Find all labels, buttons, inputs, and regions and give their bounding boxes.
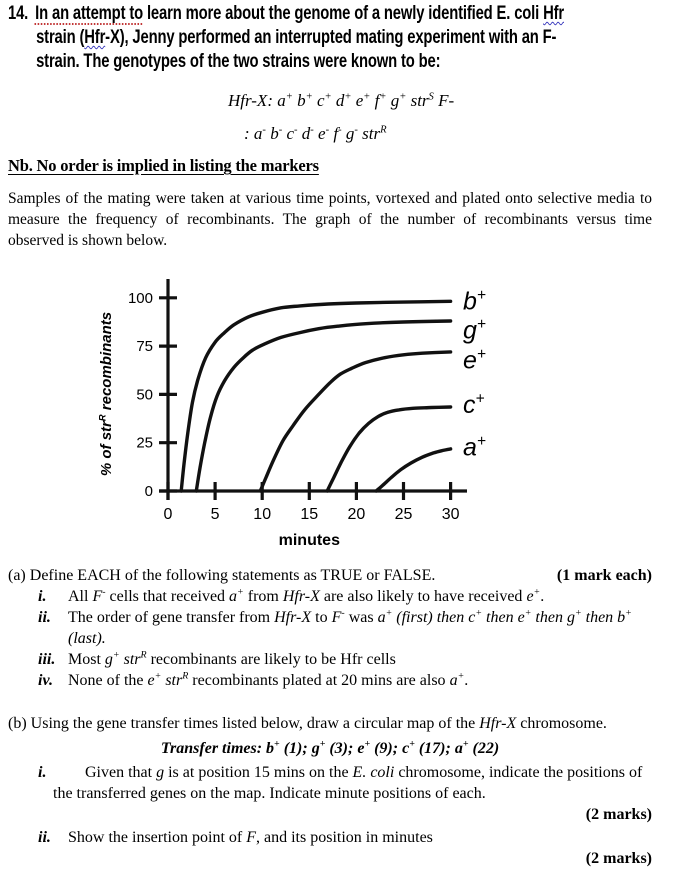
question-a-header [8, 565, 652, 586]
svg-text:% of strR recombinants: % of str$^R$ recombinants [97, 311, 115, 477]
question-b-item-i [38, 762, 652, 804]
statement-ii [38, 607, 652, 649]
statement-ii-numeral: ii. [38, 609, 51, 626]
question-b-label: (b) [8, 715, 27, 732]
statement-iii-numeral: iii. [38, 651, 56, 668]
question-b-item-ii [38, 827, 652, 848]
statement-iv-numeral: iv. [38, 672, 53, 689]
question-b-item-ii-numeral: ii. [38, 829, 51, 846]
statement-iv [38, 670, 652, 691]
f-minus-genotype: : a- b- c- d- e- f- g- str$^R$ [244, 124, 387, 143]
question-b-item-i-text: Given that g is at position 15 mins on the E. coli chromosome, indicate the positions of the transferred genes on the map. Indicate minute positions of each. [53, 764, 643, 802]
nb-note: Nb. No order is implied in listing the markers [8, 156, 319, 175]
question-b-item-i-marks: (2 marks) [585, 806, 652, 823]
question-b-item-ii-text: Show the insertion point of F, and its position in minutes [68, 829, 433, 846]
svg-text:25: 25 [136, 434, 153, 452]
question-b-item-ii-marks: (2 marks) [585, 850, 652, 867]
question-b-text: (b) Using the gene transfer times listed below, draw a circular map of the Hfr-X chromosome. [8, 715, 607, 732]
question-number: 14. [8, 3, 29, 24]
statement-i-numeral: i. [38, 588, 47, 605]
svg-text:a+: a+ [463, 433, 486, 462]
svg-text:100: 100 [127, 289, 153, 307]
svg-text:30: 30 [441, 506, 460, 523]
svg-text:minutes: minutes [278, 532, 340, 549]
question-a-text: (a) Define EACH of the following statements as TRUE or FALSE. [8, 567, 436, 584]
statement-iii-text: Most g+ str$^R$ recombinants are likely to be Hfr cells [68, 649, 396, 668]
svg-text:g+: g+ [463, 316, 486, 345]
svg-text:25: 25 [394, 506, 413, 523]
title-line-1-text: In an attempt to learn more about the genome of a newly identified E. coli Hfr [35, 3, 565, 24]
title-line-1 [8, 2, 687, 26]
statement-iii [38, 649, 652, 670]
hfr-genotype: Hfr-X: a+ b+ c+ d+ e+ f+ g+ str$^S$ F- [228, 91, 455, 110]
svg-text:e+: e+ [463, 346, 486, 375]
intro-paragraph: Samples of the mating were taken at various time points, vortexed and plated onto selective media to measure the frequency of recombinants. The graph of the number of recombinants versus time observed is shown below. [8, 190, 652, 249]
question-a-marks: (1 mark each) [556, 567, 652, 584]
recombinants-chart [87, 265, 535, 555]
svg-text:20: 20 [347, 506, 366, 523]
statement-i [38, 586, 652, 607]
svg-text:75: 75 [136, 338, 153, 356]
question-b-header [8, 713, 652, 734]
svg-text:50: 50 [136, 386, 153, 404]
statement-ii-text: The order of gene transfer from Hfr-X to F- was a+ (first) then c+ then e+ then g+ then b+ (last). [68, 607, 632, 647]
question-a-label: (a) [8, 567, 26, 584]
svg-text:0: 0 [144, 483, 153, 500]
question-b-item-i-numeral: i. [38, 764, 47, 781]
recombinants-figure [8, 265, 652, 555]
svg-text:c+: c+ [463, 390, 485, 420]
statement-i-text: All F- cells that received a+ from Hfr-X are also likely to have received e+. [68, 586, 545, 605]
statement-iv-text: None of the e+ str$^R$ recombinants plated at 20 mins are also a+. [68, 670, 469, 689]
svg-text:5: 5 [210, 506, 220, 523]
transfer-times: Transfer times: b+ (1); g+ (3); e+ (9); c+ (17); a+ (22) [160, 738, 500, 757]
question-title [8, 2, 687, 74]
svg-text:15: 15 [300, 506, 319, 523]
title-line-3: strain. The genotypes of the two strains were known to be: [36, 51, 441, 72]
svg-text:10: 10 [253, 506, 272, 523]
svg-text:b+: b+ [463, 287, 486, 316]
title-line-2: strain (Hfr-X), Jenny performed an interrupted mating experiment with an F- [36, 27, 557, 48]
svg-text:0: 0 [163, 506, 173, 523]
